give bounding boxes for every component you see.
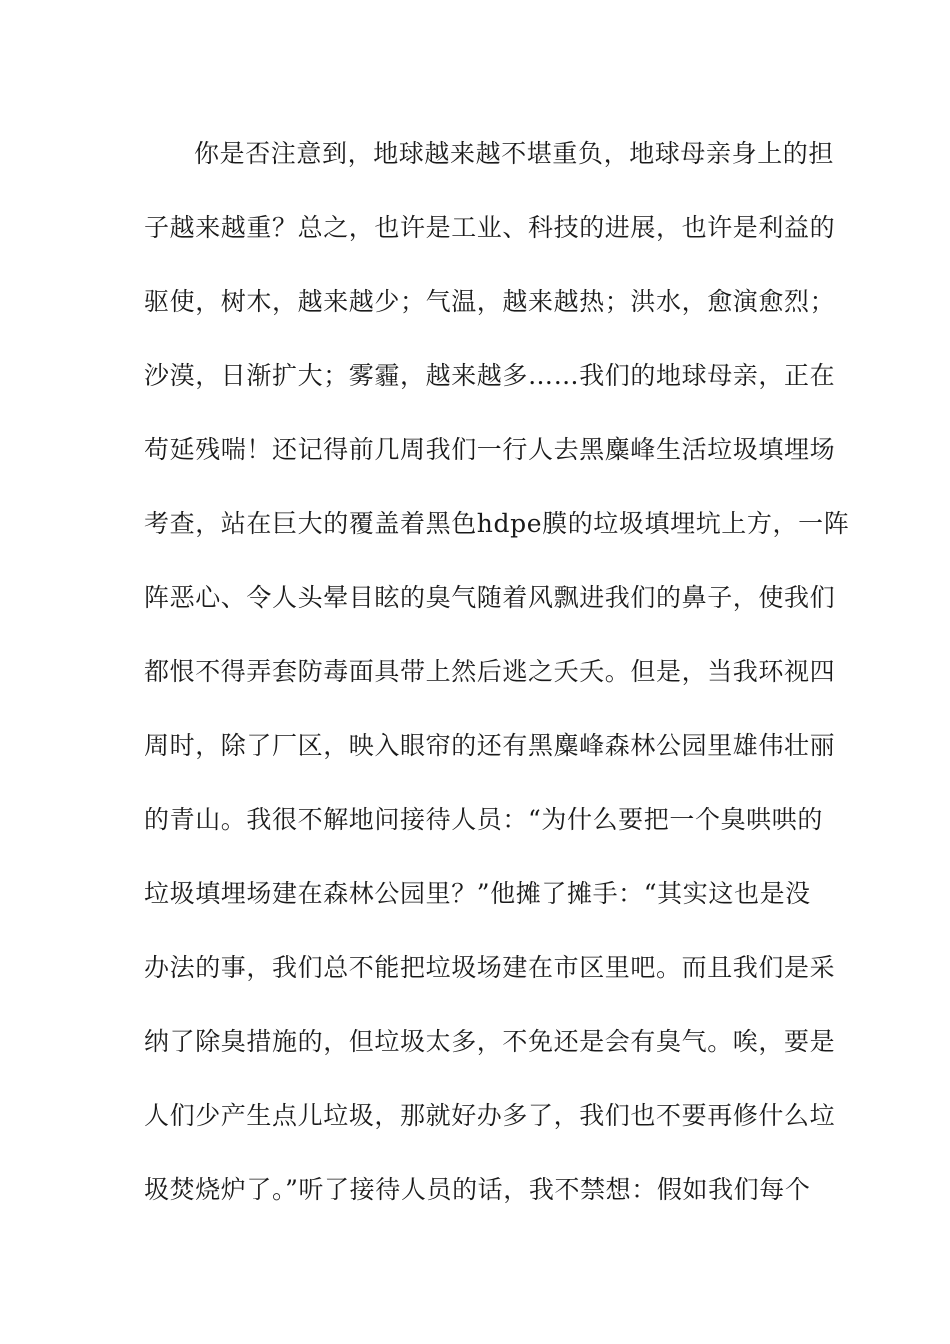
text-line: 办法的事，我们总不能把垃圾场建在市区里吧。而且我们是采: [144, 953, 836, 982]
text-line: 的青山。我很不解地问接待人员：“为什么要把一个臭哄哄的: [144, 805, 823, 834]
text-line: 垃圾填埋场建在森林公园里？”他摊了摊手：“其实这也是没: [144, 879, 811, 908]
text-line: 子越来越重？总之，也许是工业、科技的进展，也许是利益的: [144, 213, 836, 242]
text-line: 人们少产生点儿垃圾，那就好办多了，我们也不要再修什么垃: [144, 1101, 836, 1130]
text-line: 苟延残喘！还记得前几周我们一行人去黑麋峰生活垃圾填埋场: [144, 435, 836, 464]
text-line: 都恨不得弄套防毒面具带上然后逃之夭夭。但是，当我环视四: [144, 657, 836, 686]
body-paragraph: [144, 132, 850, 1242]
text-line: 你是否注意到，地球越来越不堪重负，地球母亲身上的担: [194, 139, 835, 168]
text-line: 阵恶心、令人头晕目眩的臭气随着风飘进我们的鼻子，使我们: [144, 583, 836, 612]
text-line: 纳了除臭措施的，但垃圾太多，不免还是会有臭气。唉，要是: [144, 1027, 836, 1056]
text-line: 考查，站在巨大的覆盖着黑色hdpe膜的垃圾填埋坑上方，一阵: [144, 509, 850, 538]
text-line: 周时，除了厂区，映入眼帘的还有黑麋峰森林公园里雄伟壮丽: [144, 731, 836, 760]
text-line: 沙漠，日渐扩大；雾霾，越来越多……我们的地球母亲，正在: [144, 361, 836, 390]
text-line: 驱使，树木，越来越少；气温，越来越热；洪水，愈演愈烈；: [144, 287, 836, 316]
text-line: 圾焚烧炉了。”听了接待人员的话，我不禁想：假如我们每个: [144, 1175, 811, 1204]
